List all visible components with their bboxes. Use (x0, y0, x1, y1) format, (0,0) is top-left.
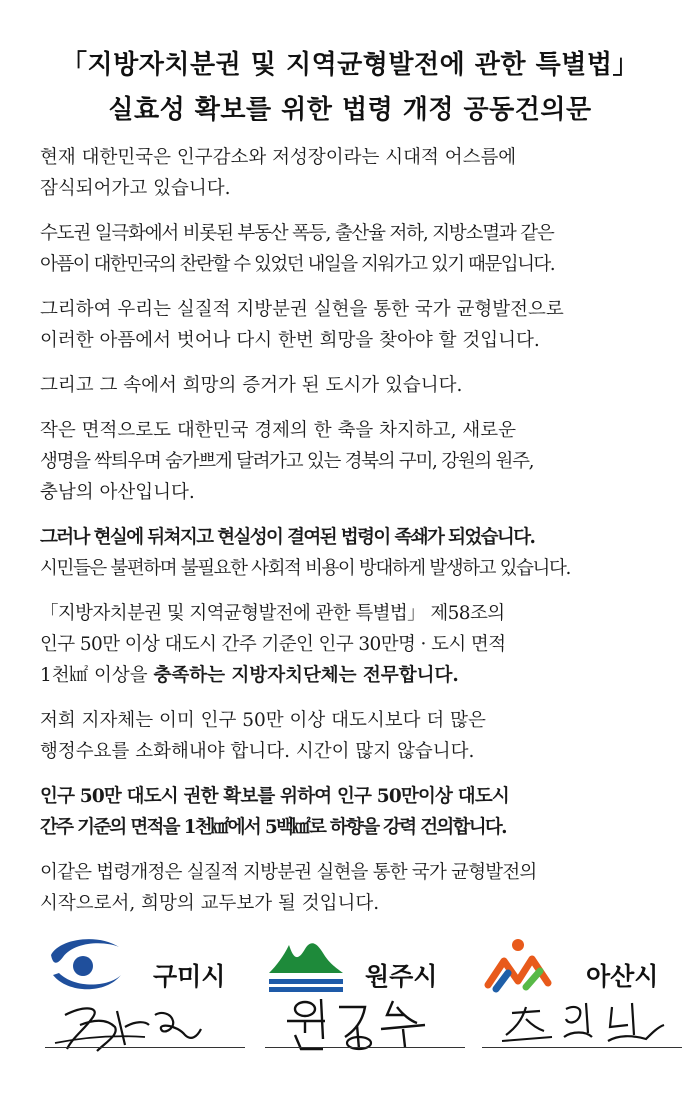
signatory-wonju (265, 935, 470, 1075)
signature-line (265, 1047, 465, 1048)
paragraph-7 (40, 598, 680, 691)
text-line: 이러한 아픔에서 벗어나 다시 한번 희망을 찾아야 할 것입니다. (40, 330, 540, 351)
text-segment: 1천㎢ 이상을 (40, 665, 154, 686)
emphasis-line: 그러나 현실에 뒤쳐지고 현실성이 결여된 법령이 족쇄가 되었습니다. (40, 527, 535, 548)
document-title-line-2: 실효성 확보를 위한 법령 개정 공동건의문 (108, 95, 592, 125)
text-line: 인구 50만 이상 대도시 간주 기준인 인구 30만명 · 도시 면적 (40, 634, 506, 655)
city-name-asan: 아산시 (586, 962, 659, 991)
gumi-mayor-signature-icon (45, 985, 245, 1055)
text-line: 이같은 법령개정은 실질적 지방분권 실현을 통한 국가 균형발전의 (40, 862, 537, 883)
paragraph-6 (40, 522, 680, 584)
text-line: 「지방자치분권 및 지역균형발전에 관한 특별법」 제58조의 (40, 603, 505, 624)
text-line (40, 660, 680, 691)
paragraph-5 (40, 415, 680, 508)
paragraph-4 (40, 370, 680, 401)
signature-section (0, 935, 700, 1075)
paragraph-9 (40, 781, 680, 843)
emphasis-line: 간주 기준의 면적을 1천㎢에서 5백㎢로 하향을 강력 건의합니다. (40, 817, 506, 838)
city-name-wonju: 원주시 (365, 962, 438, 991)
paragraph-1 (40, 142, 680, 204)
text-line: 작은 면적으로도 대한민국 경제의 한 축을 차지하고, 새로운 (40, 420, 516, 441)
emphasis-line: 인구 50만 대도시 권한 확보를 위하여 인구 50만이상 대도시 (40, 786, 509, 807)
paragraph-2 (40, 218, 680, 280)
document-title-line-1: 「지방자치분권 및 지역균형발전에 관한 특별법」 (61, 50, 639, 80)
text-line: 그리고 그 속에서 희망의 증거가 된 도시가 있습니다. (40, 375, 463, 396)
text-line: 시민들은 불편하며 불필요한 사회적 비용이 방대하게 발생하고 있습니다. (40, 558, 570, 579)
text-line: 수도권 일극화에서 비롯된 부동산 폭등, 출산율 저하, 지방소멸과 같은 (40, 223, 554, 244)
paragraph-10 (40, 857, 680, 919)
text-line: 생명을 싹틔우며 숨가쁘게 달려가고 있는 경북의 구미, 강원의 원주, (40, 451, 534, 472)
text-line: 충남의 아산입니다. (40, 482, 195, 503)
text-line: 현재 대한민국은 인구감소와 저성장이라는 시대적 어스름에 (40, 147, 517, 168)
text-line: 그리하여 우리는 실질적 지방분권 실현을 통한 국가 균형발전으로 (40, 299, 564, 320)
signature-line (482, 1047, 682, 1048)
text-line: 잠식되어가고 있습니다. (40, 178, 231, 199)
signature-line (45, 1047, 245, 1048)
text-line: 아픔이 대한민국의 찬란할 수 있었던 내일을 지워가고 있기 때문입니다. (40, 254, 555, 275)
text-line: 시작으로서, 희망의 교두보가 될 것입니다. (40, 893, 380, 914)
paragraph-3 (40, 294, 680, 356)
asan-mayor-signature-icon (482, 985, 682, 1055)
text-line: 행정수요를 소화해내야 합니다. 시간이 많지 않습니다. (40, 741, 475, 762)
paragraph-8 (40, 705, 680, 767)
signatory-gumi (45, 935, 250, 1075)
signatory-asan (482, 935, 687, 1075)
letter-body (40, 142, 680, 933)
emphasis-segment: 충족하는 지방자치단체는 전무합니다. (153, 665, 459, 686)
wonju-mayor-signature-icon (265, 985, 465, 1055)
text-line: 저희 지자체는 이미 인구 50만 이상 대도시보다 더 많은 (40, 710, 486, 731)
city-name-gumi: 구미시 (153, 962, 226, 991)
